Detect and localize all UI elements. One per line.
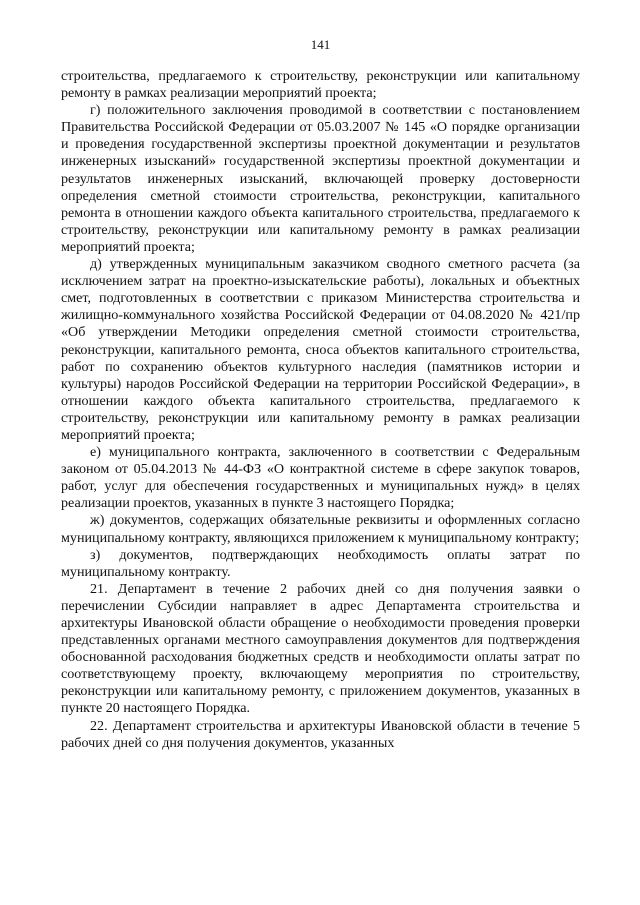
paragraph-item-zh: ж) документов, содержащих обязательные реквизиты и оформленных согласно муниципальному контракту, являющихся приложением к муниципальному контракту; bbox=[61, 512, 580, 546]
page-number: 141 bbox=[310, 37, 331, 52]
document-page bbox=[61, 36, 580, 752]
paragraph-item-d: д) утвержденных муниципальным заказчиком сводного сметного расчета (за исключением затрат на проектно-изыскательские работы), локальных и объектных смет, подготовленных в соответствии с приказом Министерства строительства и жилищно-коммунального хозяйства Российской Федерации от 04.08.2020 № 421/пр «Об утверждении Методики определения сметной стоимости строительства, реконструкции, капитального ремонта, сноса объектов капитального строительства, работ по сохранению объектов культурного наследия (памятников истории и культуры) народов Российской Федерации на территории Российской Федерации», в отношении каждого объекта капитального строительства, предлагаемого к строительству, реконструкции или капитальному ремонту в рамках реализации мероприятий проекта; bbox=[61, 256, 580, 443]
paragraph-item-e: е) муниципального контракта, заключенного в соответствии с Федеральным законом от 05.04.2013 № 44-ФЗ «О контрактной системе в сфере закупок товаров, работ, услуг для обеспечения государственных и муниципальных нужд» в целях реализации проектов, указанных в пункте 3 настоящего Порядка; bbox=[61, 444, 580, 512]
paragraph-21: 21. Департамент в течение 2 рабочих дней со дня получения заявки о перечислении Субсидии направляет в адрес Департамента строительства и архитектуры Ивановской области обращение о необходимости проведения проверки представленных органами местного самоуправления документов для подтверждения обоснованной расходования бюджетных средств и необходимости оплаты затрат по соответствующему проекту, включающему мероприятия по строительству, реконструкции или капитальному ремонту, с приложением документов, указанных в пункте 20 настоящего Порядка. bbox=[61, 580, 580, 717]
paragraph-item-z: з) документов, подтверждающих необходимость оплаты затрат по муниципальному контракту. bbox=[61, 546, 580, 580]
paragraph-continuation: строительства, предлагаемого к строительству, реконструкции или капитальному ремонту в рамках реализации мероприятий проекта; bbox=[61, 68, 580, 102]
paragraph-item-g: г) положительного заключения проводимой в соответствии с постановлением Правительства Российской Федерации от 05.03.2007 № 145 «О порядке организации и проведения государственной экспертизы проектной документации и результатов инженерных изысканий» государственной экспертизы проектной документации и результатов инженерных изысканий, включающей проверку достоверности определения сметной стоимости строительства, реконструкции, капитального ремонта в отношении каждого объекта капитального строительства, предлагаемого к строительству, реконструкции или капитальному ремонту в рамках реализации мероприятий проекта; bbox=[61, 102, 580, 255]
paragraph-22: 22. Департамент строительства и архитектуры Ивановской области в течение 5 рабочих дней со дня получения документов, указанных bbox=[61, 717, 580, 751]
